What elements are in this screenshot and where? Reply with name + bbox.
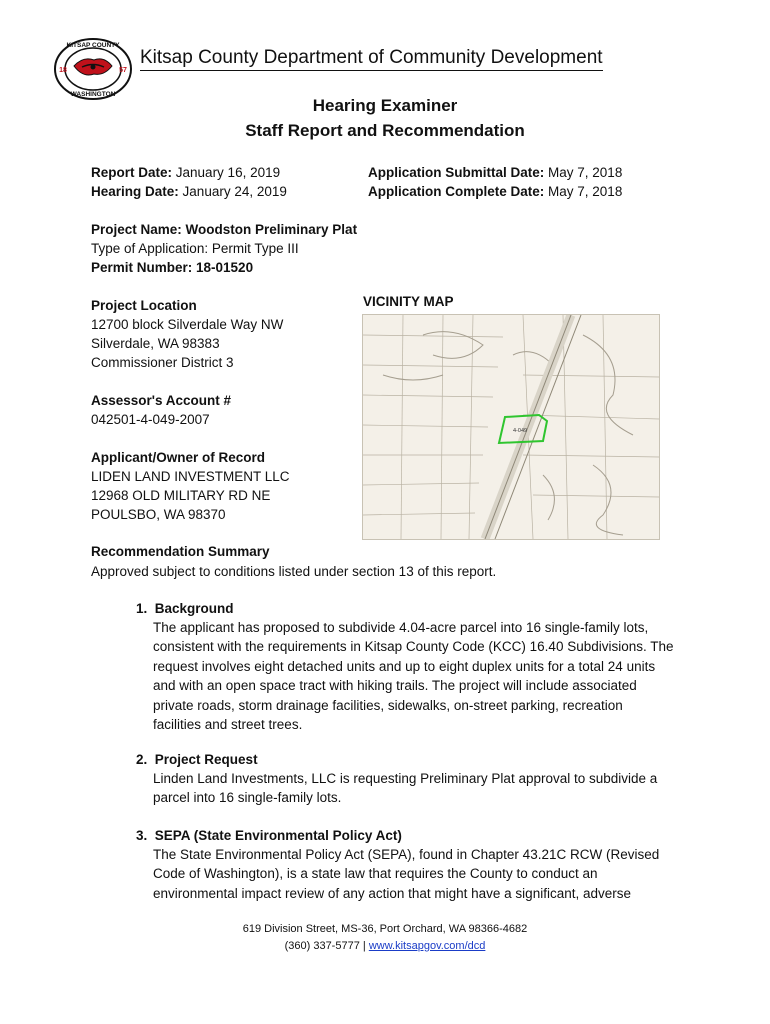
complete-date: Application Complete Date: May 7, 2018: [368, 184, 623, 199]
footer-contact: [0, 938, 770, 955]
footer-separator: |: [362, 940, 366, 952]
assessor-account: 042501-4-049-2007: [91, 412, 210, 427]
county-seal-logo: [52, 36, 134, 102]
footer-phone: (360) 337-5777: [284, 940, 360, 952]
vicinity-map-heading: VICINITY MAP: [363, 294, 454, 309]
vicinity-map: [362, 314, 660, 540]
application-type: Type of Application: Permit Type III: [91, 241, 299, 256]
svg-text:WASHINGTON: WASHINGTON: [70, 91, 116, 98]
section-body: The State Environmental Policy Act (SEPA), found in Chapter 43.21C RCW (Revised Code of Washington), is a state law that requires the County to conduct an environmental impact review of any action that might have a significant, adverse: [153, 847, 660, 901]
report-subtitle: Staff Report and Recommendation: [245, 121, 525, 140]
location-line: Silverdale, WA 98383: [91, 336, 220, 351]
applicant-heading: Applicant/Owner of Record: [91, 450, 266, 465]
section-body: Linden Land Investments, LLC is requesting Preliminary Plat approval to subdivide a parcel into 16 single-family lots.: [153, 771, 658, 806]
applicant-line: POULSBO, WA 98370: [91, 507, 226, 522]
recommendation-heading: Recommendation Summary: [91, 544, 270, 559]
assessor-heading: Assessor's Account #: [91, 393, 232, 408]
report-title: Hearing Examiner: [312, 96, 458, 115]
location-line: 12700 block Silverdale Way NW: [91, 317, 284, 332]
applicant-line: 12968 OLD MILITARY RD NE: [91, 488, 271, 503]
section-heading: 2. Project Request: [136, 752, 258, 767]
section-heading: 1. Background: [136, 601, 234, 616]
svg-text:18: 18: [59, 67, 67, 74]
department-name: Kitsap County Department of Community Development: [140, 47, 603, 71]
svg-text:KITSAP COUNTY: KITSAP COUNTY: [66, 42, 120, 49]
project-name: Project Name: Woodston Preliminary Plat: [91, 222, 358, 237]
svg-text:4-049: 4-049: [513, 428, 528, 434]
report-date: Report Date: January 16, 2019: [91, 165, 281, 180]
applicant-line: LIDEN LAND INVESTMENT LLC: [91, 469, 290, 484]
recommendation-text: Approved subject to conditions listed under section 13 of this report.: [91, 564, 497, 579]
svg-text:57: 57: [119, 67, 127, 74]
section-body: The applicant has proposed to subdivide 4.04-acre parcel into 16 single-family lots, consistent with the requirements in Kitsap County Code (KCC) 16.40 Subdivisions. The request involves eight detached units and up to eight duplex units for a total 24 units and with an open space tract with hiking trails. The project will include associated private roads, storm drainage facilities, sidewalks, on-street parking, recreation facilities and street trees.: [153, 620, 674, 733]
permit-number: Permit Number: 18-01520: [91, 260, 254, 275]
location-line: Commissioner District 3: [91, 355, 234, 370]
footer-address: 619 Division Street, MS-36, Port Orchard, WA 98366-4682: [242, 923, 528, 935]
website-link[interactable]: www.kitsapgov.com/dcd: [368, 940, 486, 952]
section-heading: 3. SEPA (State Environmental Policy Act): [136, 828, 402, 843]
hearing-date: Hearing Date: January 24, 2019: [91, 184, 287, 199]
location-heading: Project Location: [91, 298, 197, 313]
submittal-date: Application Submittal Date: May 7, 2018: [368, 165, 623, 180]
